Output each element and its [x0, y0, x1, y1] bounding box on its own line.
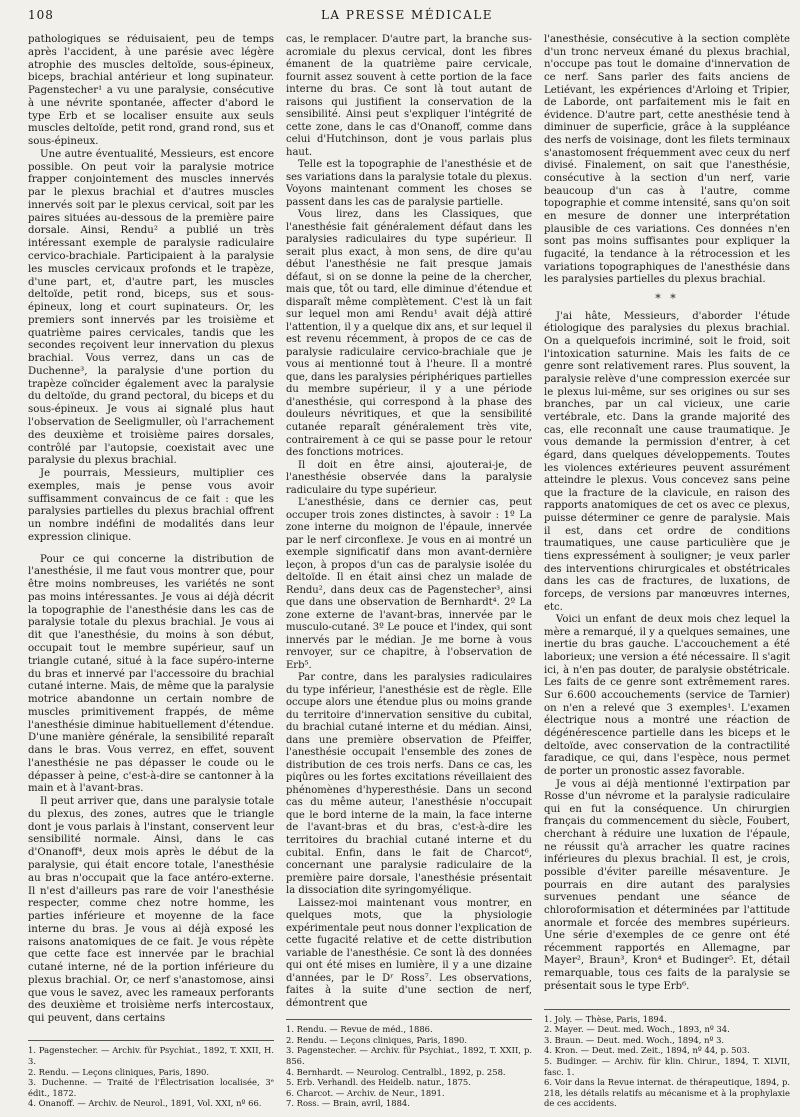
running-title: LA PRESSE MÉDICALE [320, 8, 494, 22]
footnote: 1. Pagenstecher. — Archiv. für Psychiat., 1892, T. XXII, H. 3. [28, 1045, 274, 1067]
paragraph: Par contre, dans les paralysies radiculaires du type inférieur, l'anesthésie est de règle. Elle occupe alors une étendue plus ou moins grande du territoire d'innervation sensitive du cubital, du brachial cutané interne et du médian. Ainsi, dans une première observation de Pfeiffer, l'anesthésie occupait l'ensemble des zones de distribution de ces trois nerfs. Dans ce cas, les piqûres ou les fortes excitations réveillaient des phénomènes d'hyperesthésie. Dans un second cas du même auteur, l'anesthésie n'occupait que le bord interne de la main, la face interne de l'avant-bras et du bras, c'est-à-dire les territoires du brachial cutané interne et du cubital. Enfin, dans le fait de Charcot⁶, concernant une paralysie radiculaire de la première paire dorsale, l'anesthésie présentait la dissociation dite syringomyélique. [286, 672, 532, 897]
footnote: 4. Kron. — Deut. med. Zeit., 1894, nº 44, p. 503. [544, 1045, 750, 1056]
paragraph: cas, le remplacer. D'autre part, la branche sus-acromiale du plexus cervical, dont les fibres émanent de la quatrième paire cervicale, fournit assez souvent à cette portion de la face interne du bras. Ce sont là tout autant de raisons qui justifient la conservation de la sensibilité. Ainsi peut s'expliquer l'intégrité de cette zone, dans le cas d'Onanoff, comme dans celui d'Hutchinson, dont je vous parlais plus haut. [286, 34, 532, 158]
paragraph: Une autre éventualité, Messieurs, est encore possible. On peut voir la paralysie motrice frapper conjointement des muscles innervés par le plexus brachial et d'autres muscles innervés soit par le plexus cervical, soit par les paires situées au-dessous de la première paire dorsale. Ainsi, Rendu² a publié un très intéressant exemple de paralysie radiculaire cervico-brachiale. Participaient à la paralysie les muscles cervicaux profonds et le trapèze, d'une part, et, d'autre part, les muscles deltoïde, petit rond, biceps, sus et sous-épineux, long et court supinateurs. Or, les premiers sont innervés par les troisième et quatrième paires cervicales, tandis que les secondes reçoivent leur innervation du plexus brachial. Vous verrez, dans un cas de Duchenne³, la paralysie d'une portion du trapèze coïncider également avec la paralysie du deltoïde, du grand pectoral, du biceps et du sous-épineux. Je vous ai signalé plus haut l'observation de Seeligmuller, où l'arrachement des deuxième et troisième paires dorsales, contrôlé par l'autopsie, coexistait avec une paralysie du plexus brachial. [28, 148, 274, 467]
footnote: 1. Rendu. — Revue de méd., 1886. [286, 1024, 433, 1035]
paragraph: L'anesthésie, dans ce dernier cas, peut occuper trois zones distinctes, à savoir : 1º La zone interne du moignon de l'épaule, innervée par le nerf circonflexe. Je vous en ai montré un exemple significatif dans mon avant-dernière leçon, à propos d'un cas de paralysie isolée du deltoïde. Il en était ainsi chez un malade de Rendu², dans deux cas de Pagenstecher³, ainsi que dans une observation de Bernhardt⁴. 2º La zone externe de l'avant-bras, innervée par le musculo-cutané. 3º Le pouce et l'index, qui sont innervés par le médian. Je me borne à vous renvoyer, sur ce chapitre, à l'observation de Erb⁵. [286, 497, 532, 671]
section-separator-stars: * * [655, 291, 679, 305]
paragraph: pathologiques se réduisaient, peu de temps après l'accident, à une parésie avec légère atrophie des muscles deltoïde, sous-épineux, biceps, brachial antérieur et long supinateur. Pagenstecher¹ a vu une paralysie, consécutive à une névrite spontanée, affecter d'abord le type Erb et se localiser ensuite aux seuls muscles deltoïde, petit rond, grand rond, sus et sous-épineux. [28, 34, 274, 148]
footnote: 6. Charcot. — Archiv. de Neur., 1891. [286, 1087, 445, 1098]
footnote: 2. Mayer. — Deut. med. Woch., 1893, nº 34. [544, 1024, 730, 1035]
paragraph: Vous lirez, dans les Classiques, que l'anesthésie fait généralement défaut dans les paralysies radiculaires du type supérieur. Il serait plus exact, à mon sens, de dire qu'au début l'anesthésie ne fait presque jamais défaut, si on se donne la peine de la chercher, mais que, tôt ou tard, elle diminue d'étendue et disparaît même complètement. C'est là un fait sur lequel mon ami Rendu¹ avait déjà attiré l'attention, il y a quelque dix ans, et sur lequel il est revenu récemment, à propos de ce cas de paralysie radiculaire cervico-brachiale que je vous ai mentionné tout à l'heure. Il a montré que, dans les paralysies périphériques partielles du membre supérieur, il y a une période d'anesthésie, qui correspond à la phase des douleurs névritiques, et que la sensibilité cutanée reparaît généralement très vite, contrairement à ce qui se passe pour le retour des fonctions motrices. [286, 209, 532, 459]
paragraph: l'anesthésie, consécutive à la section complète d'un tronc nerveux émané du plexus brachial, n'occupe pas tout le domaine d'innervation de ce nerf. Sans parler des faits anciens de Letiévant, les expériences d'Arloing et Tripier, de Laborde, ont parfaitement mis le fait en évidence. D'autre part, cette anesthésie tend à diminuer de superficie, grâce à la suppléance des nerfs de voisinage, dont les filets terminaux s'anastomosent fréquemment avec ceux du nerf divisé. Finalement, on sait que l'anesthésie, consécutive à la section d'un nerf, varie beaucoup d'un cas à l'autre, comme topographie et comme intensité, sans qu'on soit en mesure de donner une interprétation plausible de ces variations. Ces données n'en sont pas moins suffisantes pour expliquer la fugacité, la tendance à la rétrocession et les variations topographiques de l'anesthésie dans les paralysies partielles du plexus brachial. [544, 34, 790, 286]
page-header [28, 6, 786, 28]
footnote: 4. Bernhardt. — Neurolog. Centralbl., 1892, p. 258. [286, 1066, 506, 1077]
footnote: 2. Rendu. — Leçons cliniques, Paris, 1890. [286, 1034, 468, 1045]
column-middle-body [286, 34, 532, 1013]
paragraph: Telle est la topographie de l'anesthésie et de ses variations dans la paralysie totale du plexus. Voyons maintenant comment les choses se passent dans les cas de paralysie partielle. [286, 159, 532, 208]
footnote: 5. Erb. Verhandl. des Heidelb. natur., 1875. [286, 1077, 471, 1088]
paragraph: Il peut arriver que, dans une paralysie totale du plexus, des zones, autres que le triangle dont je vous parlais à l'instant, conservent leur sensibilité normale. Ainsi, dans le cas d'Onanoff⁴, deux mois après le début de la paralysie, qui était encore totale, l'anesthésie au bras n'occupait que la face antéro-externe. Il n'est d'ailleurs pas rare de voir l'anesthésie respecter, comme chez notre homme, les parties inférieure et moyenne de la face interne du bras. Je vous ai déjà exposé les raisons anatomiques de ce fait. Je vous répète que cette face est innervée par le brachial cutané interne, né de la portion inférieure du plexus brachial. Or, ce nerf s'anastomose, ainsi que vous le savez, avec les rameaux perforants des deuxième et troisième nerfs intercostaux, qui peuvent, dans certains [28, 796, 274, 1025]
footnotes-middle [286, 1019, 532, 1109]
text-columns [28, 34, 790, 1109]
footnote: 4. Onanoff. — Archiv. de Neurol., 1891, Vol. XXI, nº 66. [28, 1098, 262, 1109]
paragraph: J'ai hâte, Messieurs, d'aborder l'étude étiologique des paralysies du plexus brachial. On a quelquefois incriminé, soit le froid, soit l'intoxication saturnine. Mais les faits de ce genre sont relativement rares. Plus souvent, la paralysie relève d'une compression exercée sur le plexus lui-même, sur ses origines ou sur ses branches, par un cal vicieux, une carie vertébrale, etc. Dans la grande majorité des cas, elle reconnaît une cause traumatique. Je vous demande la permission d'entrer, à cet égard, dans quelques développements. Toutes les violences extérieures peuvent assurément atteindre le plexus. Vous concevez sans peine que la fracture de la clavicule, en raison des rapports anatomiques de cet os avec ce plexus, puisse déterminer ce genre de paralysie. Mais il est, dans cet ordre de conditions traumatiques, une cause particulière que je tiens expressément à souligner; je veux parler des interventions chirurgicales et obstétricales dans les cas de fractures, de luxations, de forceps, de versions par manœuvres internes, etc. [544, 310, 790, 613]
footnote: 1. Joly. — Thèse, Paris, 1894. [544, 1013, 667, 1024]
paragraph: Je pourrais, Messieurs, multiplier ces exemples, mais je pense vous avoir suffisamment convaincus de ce fait : que les paralysies partielles du plexus brachial offrent un nombre indéfini de modalités dans leur expression clinique. [28, 468, 274, 543]
paragraph: Pour ce qui concerne la distribution de l'anesthésie, il me faut vous montrer que, pour être moins nombreuses, les variétés ne sont pas moins intéressantes. Je vous ai déjà décrit la topographie de l'anesthésie dans les cas de paralysie totale du plexus brachial. Je vous ai dit que l'anesthésie, du moins à son début, occupait tout le membre supérieur, sauf un triangle cutané, situé à la face supéro-interne du bras et innervé par l'accessoire du brachial cutané interne. Mais, de même que la paralysie motrice abandonne un certain nombre de muscles primitivement frappés, de même l'anesthésie diminue habituellement d'étendue. D'une manière générale, la sensibilité reparaît dans le bras. Vous verrez, en effet, souvent l'anesthésie ne pas dépasser le coude ou le dépasser à peine, c'est-à-dire se cantonner à la main et à l'avant-bras. [28, 553, 274, 795]
page-number: 108 [28, 8, 54, 22]
paragraph: Je vous ai déjà mentionné l'extirpation par Rosse d'un névrome et la paralysie radiculaire qui en fut la conséquence. Un chirurgien français du commencement du siècle, Foubert, cherchant à réduire une luxation de l'épaule, ne réussit qu'à arracher les quatre racines inférieures du plexus brachial. Il est, je crois, possible d'éviter pareille mésaventure. Je pourrais en dire autant des paralysies survenues pendant une séance de chloroformisation et déterminées par l'attitude anormale et forcée des membres supérieurs. Une série d'exemples de ce genre ont été récemment rapportés en Allemagne, par Mayer², Braun³, Kron⁴ et Budinger⁵. Et, détail remarquable, tous ces faits de la paralysie se présentait sous le type Erb⁶. [544, 778, 790, 992]
paragraph: Il doit en être ainsi, ajouterai-je, de l'anesthésie observée dans la paralysie radiculaire du type supérieur. [286, 459, 532, 496]
column-left [28, 34, 274, 1109]
paragraph: Laissez-moi maintenant vous montrer, en quelques mots, que la physiologie expérimentale peut nous donner l'explication de cette fugacité relative et de cette distribution variable de l'anesthésie. Ce sont là des données qui ont été mises en lumière, il y a une dizaine d'années, par le Dʳ Ross⁷. Les observations, faites à la suite d'une section de nerf, démontrent que [286, 897, 532, 1009]
footnote: 3. Pagenstecher. — Archiv. für Psychiat., 1892, T. XXII, p. 856. [286, 1045, 532, 1067]
footnote: 2. Rendu. — Leçons cliniques, Paris, 1890. [28, 1066, 210, 1077]
paragraph: Voici un enfant de deux mois chez lequel la mère a remarqué, il y a quelques semaines, une inertie du bras gauche. L'accouchement a été laborieux; une version a été nécessaire. Il s'agit ici, à n'en pas douter, de paralysie obstétricale. Les faits de ce genre sont extrêmement rares. Sur 6.600 accouchements (service de Tarnier) on n'en a relevé que 3 exemples¹. L'examen électrique nous a montré une réaction de dégénérescence partielle dans les biceps et le deltoïde, avec conservation de la contractilité faradique, ce qui, dans l'espèce, nous permet de porter un pronostic assez favorable. [544, 614, 790, 777]
footnote: 5. Budinger. — Archiv. für klin. Chirur., 1894, T. XLVII, fasc. 1. [544, 1056, 790, 1077]
column-right-body [544, 34, 790, 1003]
footnote: 3. Braun. — Deut. med. Woch., 1894, nº 3. [544, 1034, 725, 1045]
footnotes-right [544, 1009, 790, 1109]
footnote: 6. Voir dans la Revue internat. de thérapeutique, 1894, p. 218, les détails relatifs au mécanisme et à la prophylaxie de ces accidents. [544, 1077, 790, 1109]
column-right [544, 34, 790, 1109]
footnote: 7. Ross. — Brain, avril, 1884. [286, 1098, 410, 1109]
column-left-body [28, 34, 274, 1034]
footnote: 3. Duchenne. — Traité de l'Électrisation localisée, 3ᵉ édit., 1872. [28, 1077, 274, 1098]
column-middle [286, 34, 532, 1109]
footnotes-left [28, 1040, 274, 1109]
